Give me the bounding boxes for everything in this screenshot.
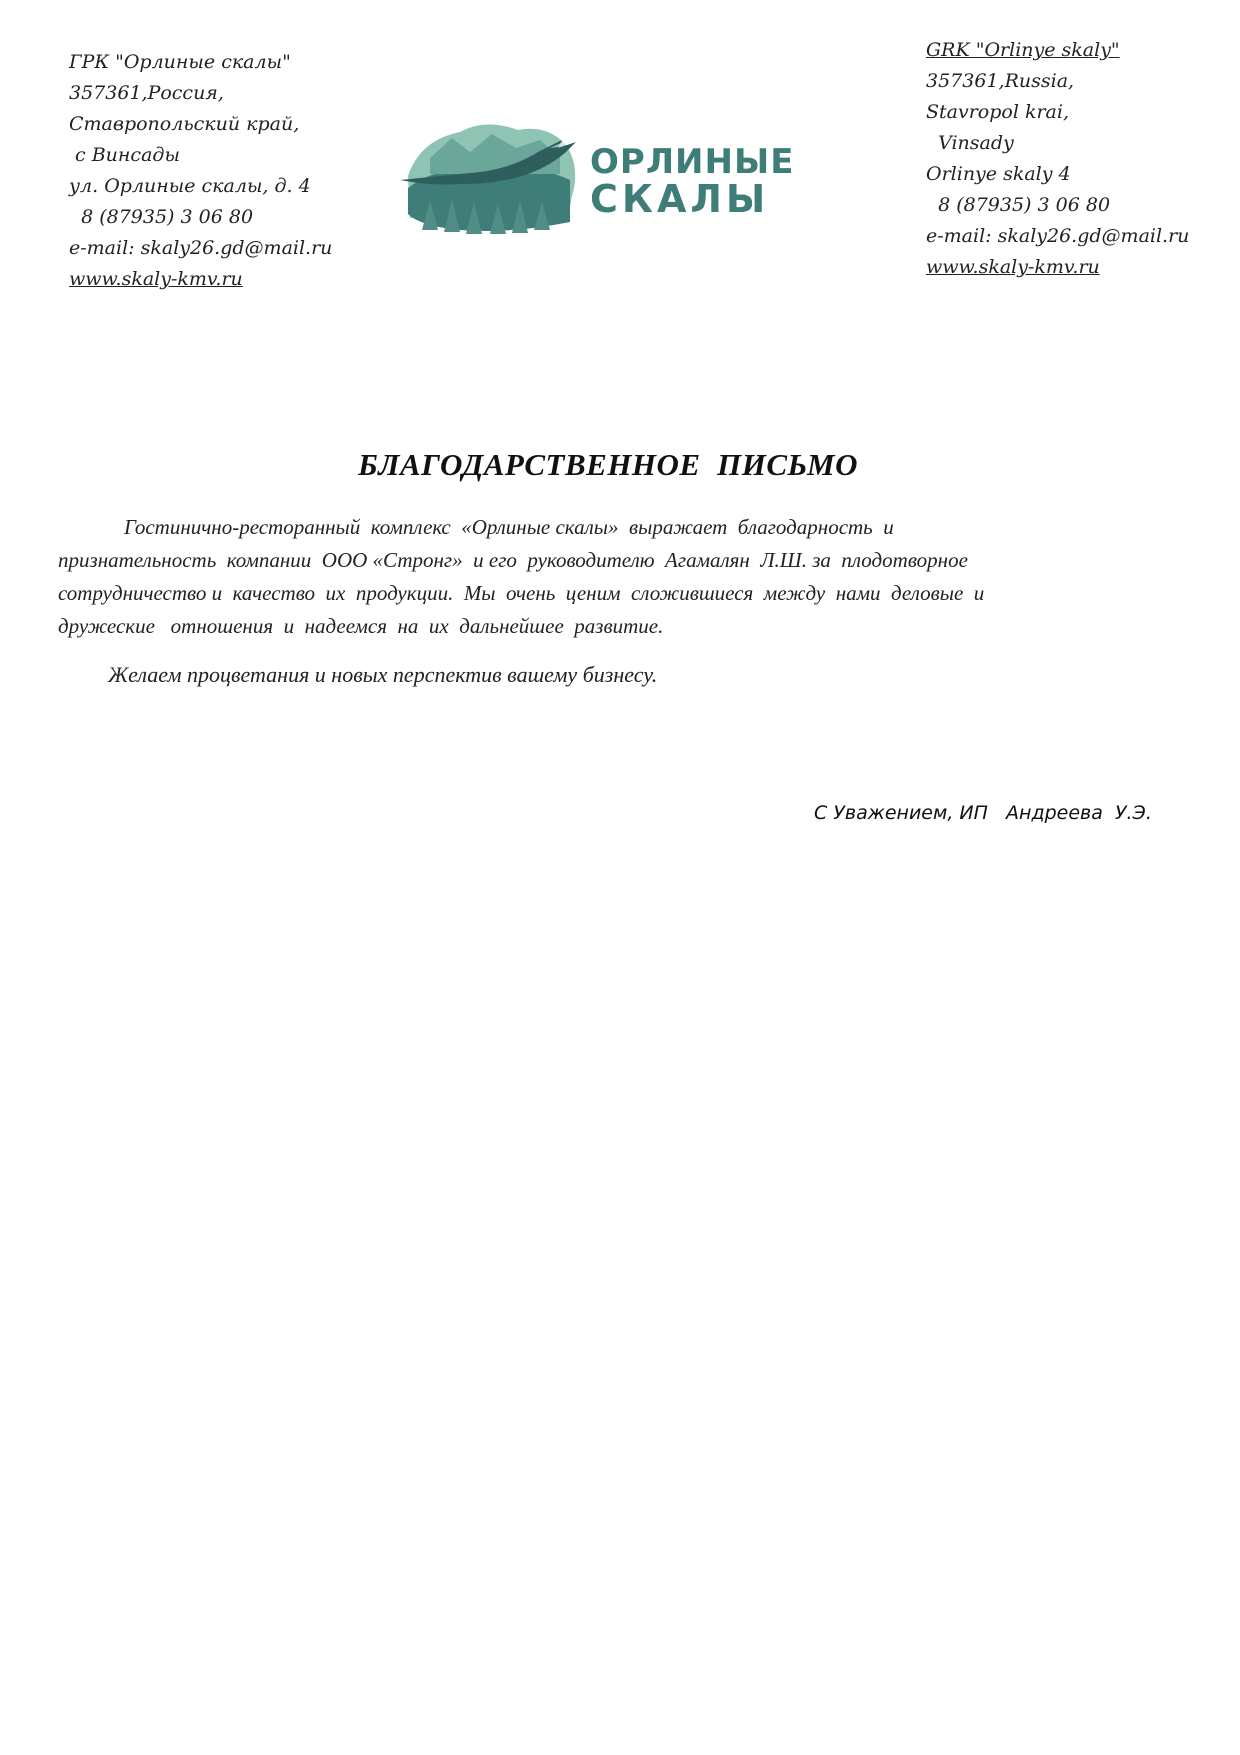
sender-address-en: [926, 35, 1189, 283]
village: с Винсады: [69, 144, 180, 166]
phone-en: 8 (87935) 3 06 80: [926, 194, 1111, 216]
sender-address-ru: [69, 47, 332, 295]
org-name: ГРК "Орлиные скалы": [69, 51, 291, 73]
body-line-1: Гостинично-ресторанный комплекс «Орлиные скалы» выражает благодарность и: [124, 515, 894, 539]
region: Ставропольский край,: [69, 113, 300, 135]
website-link[interactable]: www.skaly-kmv.ru: [69, 268, 243, 290]
phone: 8 (87935) 3 06 80: [69, 206, 254, 228]
body-line-3: сотрудничество и качество их продукции. Мы очень ценим сложившиеся между нами деловые и: [58, 581, 985, 605]
letter-body: [58, 511, 1145, 643]
closing-wish: Желаем процветания и новых перспектив вашему бизнесу.: [108, 662, 658, 687]
street-en: Orlinye skaly 4: [926, 163, 1071, 185]
email: e-mail: skaly26.gd@mail.ru: [69, 237, 333, 259]
org-name-en: GRK "Orlinye skaly": [926, 39, 1120, 61]
eagle-mountain-logo-icon: [400, 118, 850, 236]
postcode-country-en: 357361,Russia,: [926, 70, 1075, 92]
logo-text-line2: СКАЛЫ: [590, 177, 770, 221]
body-line-2: признательность компании ООО «Стронг» и его руководителю Агамалян Л.Ш. за плодотворное: [58, 548, 968, 572]
email-en: e-mail: skaly26.gd@mail.ru: [926, 225, 1190, 247]
postcode-country: 357361,Россия,: [69, 82, 224, 104]
body-line-4: дружеские отношения и надеемся на их дальнейшее развитие.: [58, 614, 664, 638]
letter-title: БЛАГОДАРСТВЕННОЕ ПИСЬМО: [358, 447, 858, 482]
village-en: Vinsady: [926, 132, 1014, 154]
website-link-en[interactable]: www.skaly-kmv.ru: [926, 256, 1100, 278]
region-en: Stavropol krai,: [926, 101, 1069, 123]
logo-text-line1: ОРЛИНЫЕ: [590, 142, 795, 182]
street: ул. Орлиные скалы, д. 4: [69, 175, 311, 197]
company-logo: [400, 118, 850, 236]
signature: С Уважением, ИП Андреева У.Э.: [814, 802, 1152, 824]
